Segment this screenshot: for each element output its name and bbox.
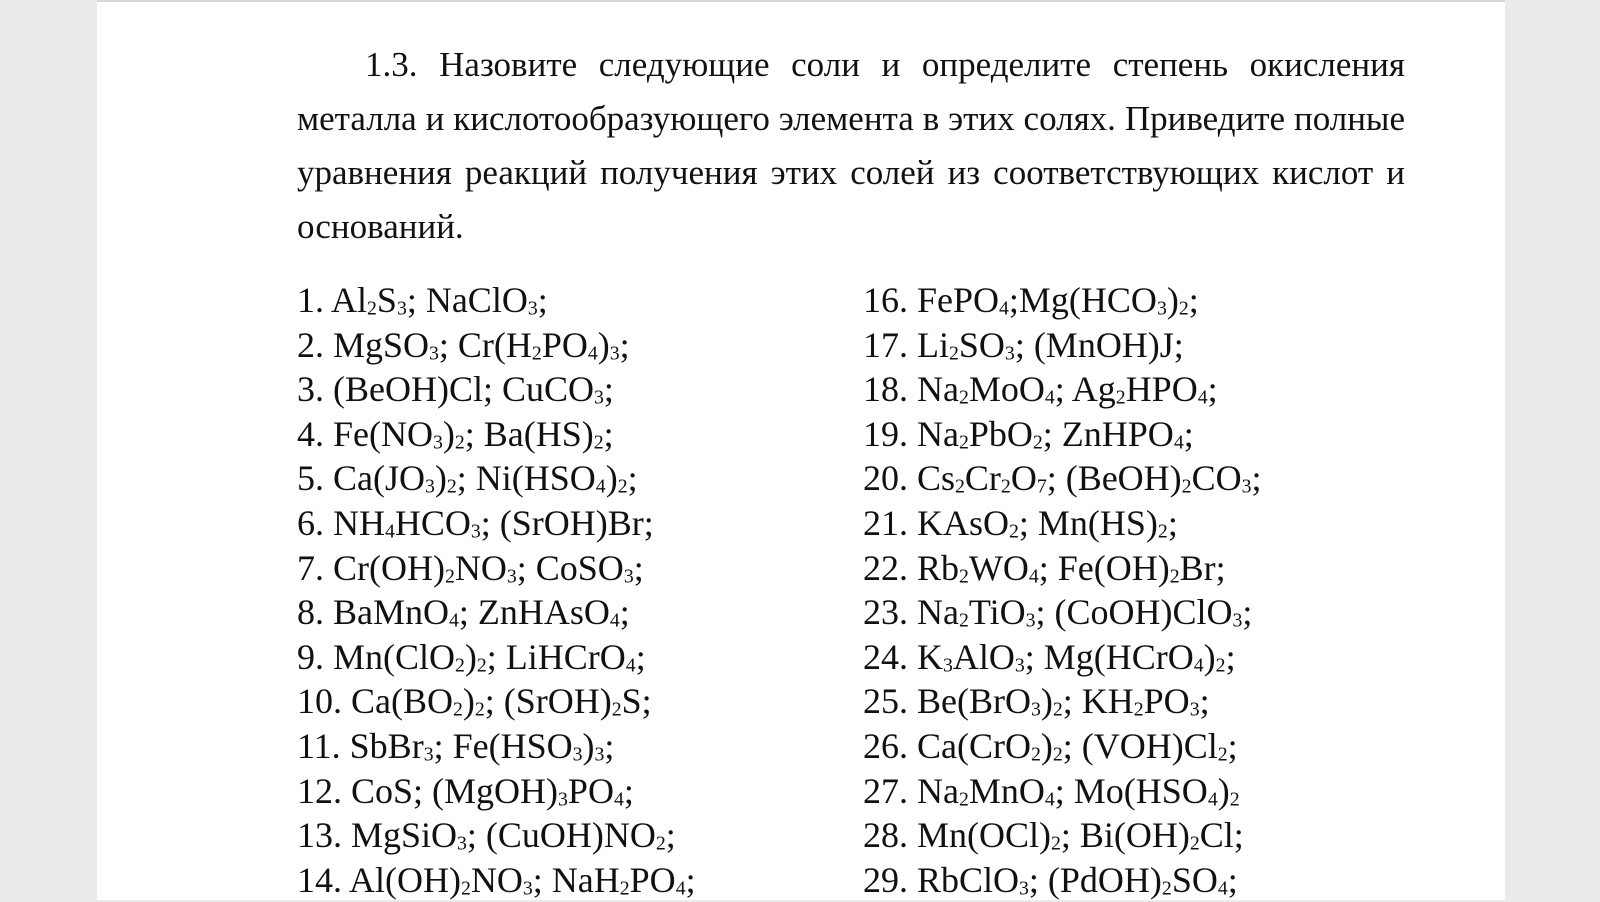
list-item: 18. $Na_2MoO_4$; $Ag_2HPO_4$; xyxy=(863,369,1218,410)
formula-list-left xyxy=(297,278,696,902)
list-item: 19. $Na_2PbO_2$; ZnHPO$_4$; xyxy=(863,413,1194,454)
list-item: 7. $Cr(OH)_2NO_3$; CoSO$_3$; xyxy=(297,547,644,588)
list-item: 22. $Rb_2WO_4$; $Fe(OH)_2Br$; xyxy=(863,547,1226,588)
document-page xyxy=(97,0,1505,900)
list-item: 23. $Na_2TiO_3$; (CoOH)ClO$_3$; xyxy=(863,592,1253,633)
list-item: 26. $Ca(CrO_2)_2$; $(VOH)Cl_2$; xyxy=(863,725,1238,766)
list-item: 6. $NH_4HCO_3$; (SrOH)Br; xyxy=(297,502,654,543)
list-item: 16. $FePO_4;Mg(HCO_3)_2$; xyxy=(863,280,1199,320)
list-item: 25. $Be(BrO_3)_2$; $KH_2PO_3$; xyxy=(863,681,1210,722)
list-item: 24. $K_3AlO_3$; $Mg(HCrO_4)_2$; xyxy=(863,636,1236,677)
list-item: 9. $Mn(ClO_2)_2$; LiHCrO$_4$; xyxy=(297,636,646,677)
list-item: 21. KAsO$_2$; $Mn(HS)_2$; xyxy=(863,502,1178,543)
list-item: 14. $Al(OH)_2NO_3$; $NaH_2PO_4$; xyxy=(297,859,696,900)
list-item: 4. $Fe(NO_3)_2$; $Ba(HS)_2$; xyxy=(297,413,614,454)
list-item: 29. RbClO$_3$; $(PdOH)_2SO_4$; xyxy=(863,859,1238,900)
list-item: 20. $Cs_2Cr_2O_7$; $(BeOH)_2CO_3$; xyxy=(863,458,1262,499)
list-item: 8. BaMnO$_4$; ZnHAsO$_4$; xyxy=(297,592,630,633)
task-paragraph: 1.3. Назовите следующие соли и определите степень окисления металла и кислотообразующего элемента в этих солях. Приведите полные уравнения реакций получения этих солей из соответствующих кислот и оснований. xyxy=(297,45,1405,246)
page-edge xyxy=(97,0,1505,2)
list-item: 5. $Ca(JO_3)_2$; $Ni(HSO_4)_2$; xyxy=(297,458,638,499)
list-item: 28. $Mn(OCl)_2$; $Bi(OH)_2Cl$; xyxy=(863,815,1244,856)
list-item: 1. $Al_2S_3$; NaClO$_3$; xyxy=(297,280,548,320)
list-item: 17. $Li_2SO_3$; (MnOH)J; xyxy=(863,324,1184,365)
list-item: 12. CoS; $(MgOH)_3PO_4$; xyxy=(297,770,634,811)
list-item: 2. MgSO$_3$; $Cr(H_2PO_4)_3$; xyxy=(297,324,630,365)
list-item: 13. MgSiO$_3$; $(CuOH)NO_2$; xyxy=(297,815,676,856)
list-item: 10. $Ca(BO_2)_2$; $(SrOH)_2S$; xyxy=(297,681,652,722)
formula-list-right xyxy=(863,278,1261,902)
list-item: 27. $Na_2MnO_4$; $Mo(HSO_4)_2$ xyxy=(863,770,1240,811)
list-item: 11. SbBr$_3$; $Fe(HSO_3)_3$; xyxy=(297,725,615,766)
list-item: 3. (BeOH)Cl; CuCO$_3$; xyxy=(297,369,614,410)
